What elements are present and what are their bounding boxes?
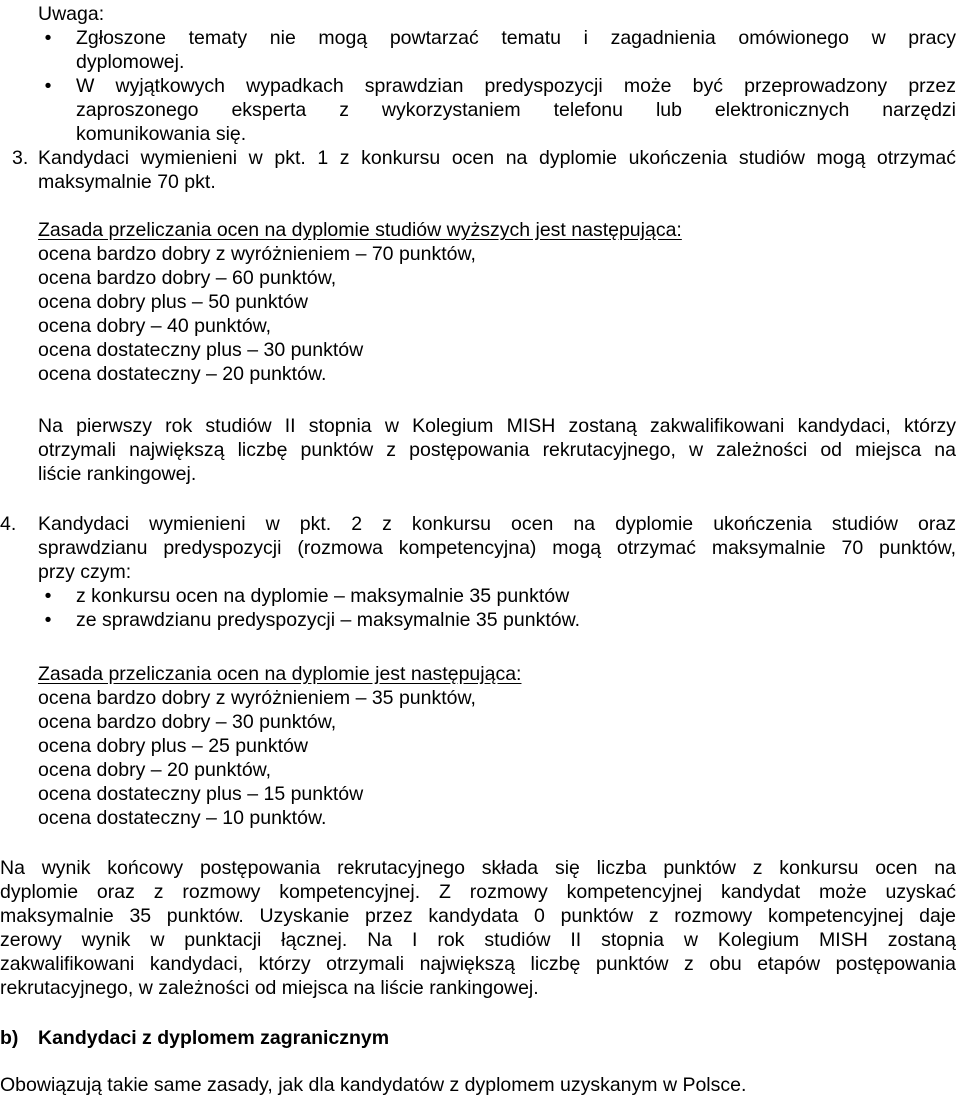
text-line: Na wynik końcowy postępowania rekrutacyjnego składa się liczba punktów z konkursu ocen na	[0, 857, 956, 879]
list-item	[0, 74, 960, 146]
text-line: ocena dobry – 40 punktów,	[38, 315, 272, 337]
uwaga-bullet-list	[0, 26, 960, 146]
bullet-icon: •	[44, 75, 52, 97]
text-line: ocena bardzo dobry – 30 punktów,	[38, 711, 337, 733]
section-b	[0, 1026, 960, 1050]
section-heading: Zasada przeliczania ocen na dyplomie jest następująca:	[38, 663, 522, 685]
text-line: maksymalnie 35 punktów. Uzyskanie przez kandydata 0 punktów z rozmowy kompetencyjnej daje	[0, 905, 956, 927]
text-line: zaproszonego eksperta z wykorzystaniem telefonu lub elektronicznych narzędzi	[76, 99, 956, 121]
item-text: Kandydaci wymienieni w pkt. 2 z konkursu ocen na dyplomie ukończenia studiów oraz	[38, 513, 956, 535]
paragraph-2	[0, 856, 960, 1000]
uwaga-section	[0, 2, 960, 146]
text-line: maksymalnie 70 pkt.	[38, 171, 216, 193]
text-line: przy czym:	[38, 561, 132, 583]
text-line: otrzymali największą liczbę punktów z postępowania rekrutacyjnego, w zależności od miejsca na	[38, 439, 956, 461]
text-line: ocena dostateczny – 10 punktów.	[38, 807, 327, 829]
text-line	[0, 512, 960, 536]
text-line: ocena dostateczny – 20 punktów.	[38, 363, 327, 385]
text-line: ocena bardzo dobry z wyróżnieniem – 70 punktów,	[38, 243, 476, 265]
text-line: ze sprawdzianu predyspozycji – maksymalnie 35 punktów.	[76, 609, 581, 631]
points-table-2	[0, 662, 960, 830]
text-line: zerowy wynik w punktacji łącznej. Na I rok studiów II stopnia w Kolegium MISH zostaną	[0, 929, 956, 951]
uwaga-heading: Uwaga:	[38, 3, 105, 25]
text-line: ocena bardzo dobry – 60 punktów,	[38, 267, 337, 289]
section-b-heading	[0, 1026, 960, 1050]
section-b-body	[0, 1073, 960, 1097]
bullet-icon: •	[44, 27, 52, 49]
text-line: liście rankingowej.	[38, 463, 197, 485]
text-line: komunikowania się.	[76, 123, 247, 145]
paragraph-1	[0, 414, 960, 486]
section-label: b)	[0, 1027, 19, 1049]
text-line: ocena dobry – 20 punktów,	[38, 759, 272, 781]
text-line: zakwalifikowani kandydaci, którzy otrzymali największą liczbę punktów z obu etapów postępowania	[0, 953, 956, 975]
text-line: ocena bardzo dobry z wyróżnieniem – 35 punktów,	[38, 687, 476, 709]
text-line: z konkursu ocen na dyplomie – maksymalnie 35 punktów	[76, 585, 570, 607]
text-line: Zgłoszone tematy nie mogą powtarzać tematu i zagadnienia omówionego w pracy	[76, 27, 956, 49]
bullet-icon: •	[44, 609, 52, 631]
text-line: dyplomie oraz z rozmowy kompetencyjnej. Z rozmowy kompetencyjnej kandydat może uzyskać	[0, 881, 956, 903]
item-text: Kandydaci wymienieni w pkt. 1 z konkursu ocen na dyplomie ukończenia studiów mogą otrzymać	[38, 147, 956, 169]
text-line: W wyjątkowych wypadkach sprawdzian predyspozycji może być przeprowadzony przez	[76, 75, 956, 97]
text-line: dyplomowej.	[76, 51, 185, 73]
item-number: 3.	[12, 147, 29, 169]
item-4	[0, 512, 960, 632]
text-line	[0, 146, 960, 170]
text-line: Obowiązują takie same zasady, jak dla kandydatów z dyplomem uzyskanym w Polsce.	[0, 1074, 747, 1096]
item-4-bullet-list	[0, 584, 960, 632]
bullet-icon: •	[44, 585, 52, 607]
text-line: ocena dostateczny plus – 15 punktów	[38, 783, 364, 805]
list-item	[0, 26, 960, 74]
text-line: sprawdzianu predyspozycji (rozmowa kompetencyjna) mogą otrzymać maksymalnie 70 punktów,	[38, 537, 956, 559]
item-number: 4.	[0, 513, 17, 535]
section-heading: Zasada przeliczania ocen na dyplomie studiów wyższych jest następująca:	[38, 219, 682, 241]
text-line: ocena dobry plus – 25 punktów	[38, 735, 308, 757]
section-title: Kandydaci z dyplomem zagranicznym	[38, 1027, 390, 1049]
item-3	[0, 146, 960, 194]
text-line: Na pierwszy rok studiów II stopnia w Kolegium MISH zostaną zakwalifikowani kandydaci, którzy	[38, 415, 956, 437]
text-line: rekrutacyjnego, w zależności od miejsca na liście rankingowej.	[0, 977, 539, 999]
text-line: ocena dobry plus – 50 punktów	[38, 291, 308, 313]
list-item	[0, 608, 960, 632]
list-item	[0, 584, 960, 608]
points-table-1	[0, 218, 960, 386]
text-line: ocena dostateczny plus – 30 punktów	[38, 339, 364, 361]
